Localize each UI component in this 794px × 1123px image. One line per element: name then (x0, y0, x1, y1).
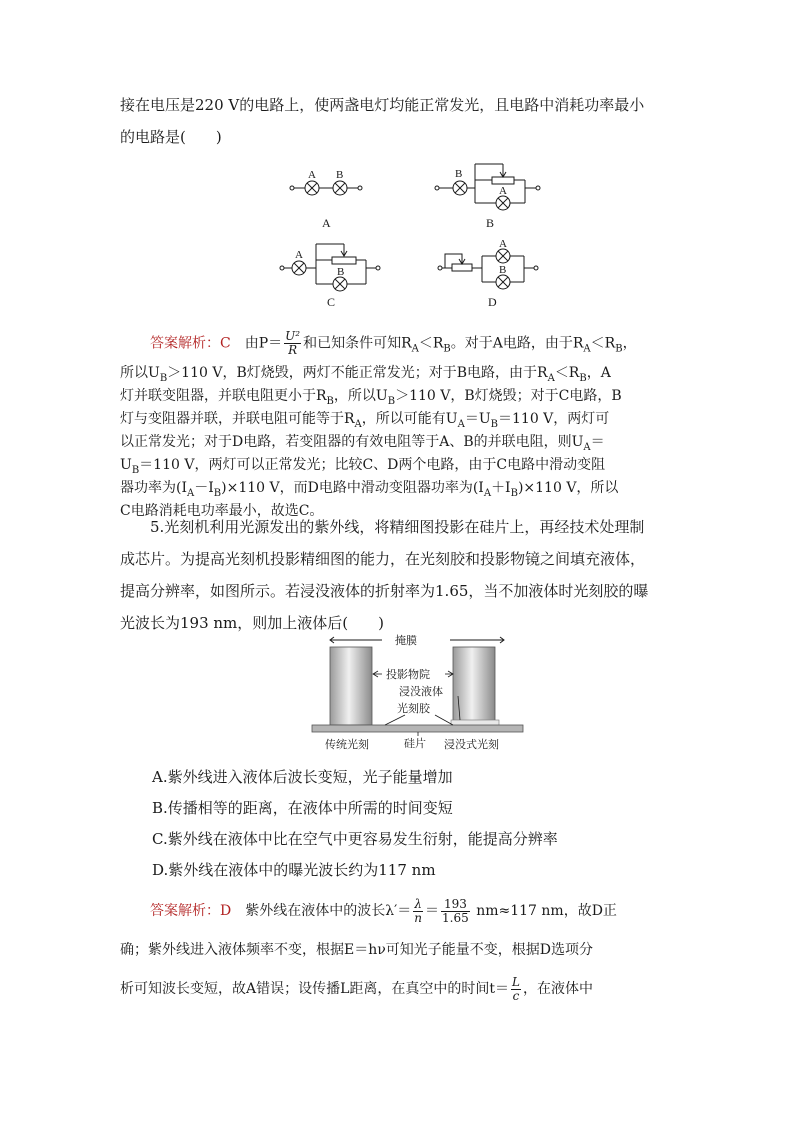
circuit-b-lamp-1-label: B (455, 168, 463, 180)
circuit-d (438, 249, 538, 289)
circuit-a-lamp-1-label: A (308, 169, 316, 181)
answer-5-line-2: 确；紫外线进入液体频率不变，根据E＝hν可知光子能量不变，根据D选项分 (120, 942, 593, 958)
circuit-c-lamp-1-label: A (295, 249, 303, 261)
answer-4-line-5: 以正常发光；对于D电路，若变阻器的有效电阻等于A、B的并联电阻，则$U_A=$ (120, 434, 605, 453)
circuit-a-lamp-2-label: B (336, 169, 344, 181)
circuit-c-lamp-2-label: B (337, 266, 345, 278)
mask-label: 掩膜 (395, 635, 417, 647)
question-5-line-3: 提高分辨率，如图所示。若浸没液体的折射率为1.65，当不加液体时光刻胶的曝 (120, 582, 649, 600)
option-c: C.紫外线在液体中比在空气中更容易发生衍射，能提高分辨率 (152, 830, 558, 848)
answer-5-line-3: 析可知波长变短，故A错误；设传播L距离，在真空中的时间t＝ $\frac{L}{c}$ ，在液体中 (120, 974, 594, 1003)
circuit-a-label: A (322, 216, 331, 230)
answer-5-line-1: 答案解析：D 紫外线在液体中的波长λ′＝ $\frac{\lambda}{n}$ ＝ $\frac{193}{1.65}$ nm≈117 nm，故D正 (150, 896, 617, 925)
option-b: B.传播相等的距离，在液体中所需的时间变短 (152, 799, 453, 817)
answer-4-line-2: 所以$U_B>110$ V，B灯烧毁，两灯不能正常发光；对于B电路，由于$R_A<R_B$，A (120, 365, 611, 384)
left-lens (330, 647, 372, 725)
wafer-label: 硅片 (404, 738, 426, 750)
circuit-d-lamp-1-label: A (499, 238, 507, 250)
circuit-b (435, 164, 540, 210)
question-4-line-1: 接在电压是220 V的电路上，使两盏电灯均能正常发光，且电路中消耗功率最小 (120, 96, 645, 114)
resist-label: 光刻胶 (397, 703, 430, 715)
answer-4-line-3: 灯并联变阻器，并联电阻更小于$R_B$，所以$U_B>110$ V，B灯烧毁；对于C电路，B (120, 388, 622, 407)
lens-label: 投影物院 (386, 669, 430, 681)
question-5-line-4: 光波长为193 nm，则加上液体后( ) (120, 614, 384, 632)
left-caption: 传统光刻 (325, 739, 369, 751)
option-d: D.紫外线在液体中的曝光波长约为117 nm (152, 861, 436, 879)
answer-4-line-6: $U_B=110$ V，两灯可以正常发光；比较C、D两个电路，由于C电路中滑动变阻 (120, 457, 606, 476)
circuit-b-label: B (486, 216, 495, 230)
question-5-line-1: 5.光刻机利用光源发出的紫外线，将精细图投影在硅片上，再经技术处理制 (150, 518, 645, 536)
answer-4-line-7: 器功率为$(I_A-I_B)\times 110$ V，而D电路中滑动变阻器功率为$(I_A+I_B)\times 110$ V，所以 (120, 480, 619, 499)
circuit-diagrams (270, 160, 560, 320)
wafer (312, 725, 523, 732)
answer-4-line-4: 灯与变阻器并联，并联电阻可能等于$R_A$，所以可能有$U_A=U_B=110$ V，两灯可 (120, 411, 610, 430)
circuit-a (290, 181, 362, 195)
lithography-figure (310, 632, 525, 754)
circuit-d-lamp-2-label: B (499, 264, 507, 276)
answer-4-line-8: C电路消耗电功率最小，故选C。 (120, 503, 324, 519)
circuit-b-lamp-2-label: A (499, 185, 507, 197)
right-caption: 浸没式光刻 (444, 739, 499, 751)
circuit-d-label: D (488, 295, 497, 309)
question-5-line-2: 成芯片。为提高光刻机投影精细图的能力，在光刻胶和投影物镜之间填充液体， (120, 550, 646, 568)
option-a: A.紫外线进入液体后波长变短，光子能量增加 (152, 768, 453, 786)
question-4-line-2: 的电路是( ) (120, 128, 222, 146)
circuit-c-label: C (327, 295, 336, 309)
liquid-label: 浸没液体 (399, 686, 443, 698)
answer-4-line-1: 答案解析：C 由P＝ $\frac{\text{U²}}{R}$ 和已知条件可知$R_A<R_B$。对于A电路，由于$R_A<R_B$， (150, 329, 637, 357)
